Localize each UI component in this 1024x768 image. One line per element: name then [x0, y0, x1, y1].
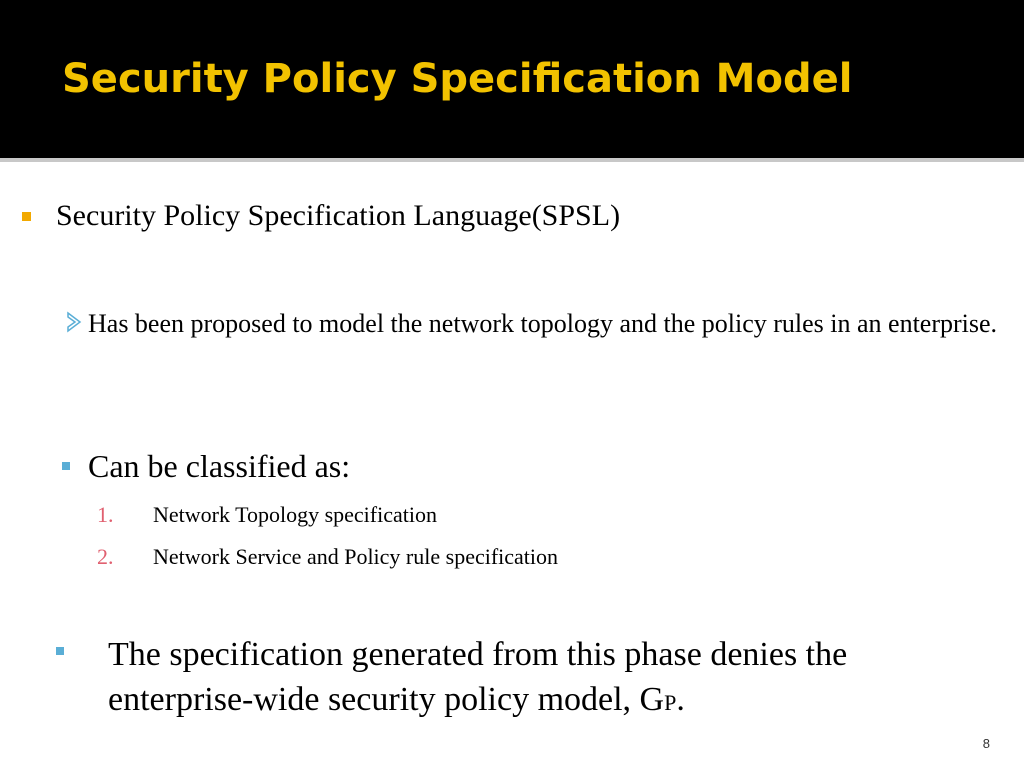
- arrow-bullet-icon: [66, 310, 82, 334]
- square-bullet-icon: [56, 647, 64, 655]
- bullet-classified: Can be classified as:: [88, 448, 351, 484]
- bullet-specification-tail: .: [676, 681, 685, 718]
- square-bullet-icon: [22, 212, 31, 221]
- page-number: 8: [982, 736, 990, 751]
- bullet-specification-text: The specification generated from this phase denies the enterprise-wide security policy model, G: [108, 636, 848, 718]
- list-item: Network Service and Policy rule specification: [153, 544, 559, 569]
- bullet-specification: [108, 632, 988, 725]
- list-number: 2.: [97, 544, 114, 569]
- square-bullet-icon: [62, 462, 70, 470]
- bullet-proposed: Has been proposed to model the network topology and the policy rules in an enterprise.: [88, 309, 998, 338]
- list-item: Network Topology specification: [153, 502, 437, 527]
- bullet-spsl: Security Policy Specification Language(SPSL): [56, 199, 621, 232]
- list-number: 1.: [97, 502, 114, 527]
- slide-title: Security Policy Specification Model: [62, 56, 853, 102]
- title-bar: [0, 0, 1024, 158]
- subscript-p: P: [664, 690, 677, 715]
- title-divider: [0, 158, 1024, 162]
